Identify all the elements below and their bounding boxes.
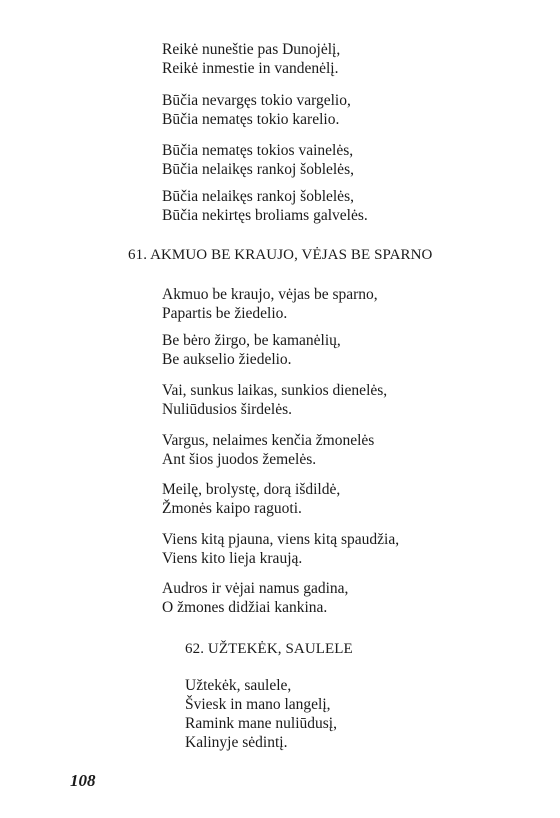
verse-line: Būčia nevargęs tokio vargelio, xyxy=(162,92,351,109)
verse-line: Būčia nematęs tokios vainelės, xyxy=(162,142,354,159)
stanza xyxy=(162,381,387,419)
verse-line: Būčia nelaikęs rankoj šoblelės, xyxy=(162,188,354,205)
verse-line: Audros ir vėjai namus gadina, xyxy=(162,580,349,597)
stanza xyxy=(162,530,399,568)
song-title: 61. AKMUO BE KRAUJO, VĖJAS BE SPARNO xyxy=(128,247,433,263)
stanza xyxy=(162,431,374,469)
verse-line: Reikė nuneštie pas Dunojėlį, xyxy=(162,41,341,58)
verse-line: O žmones didžiai kankina. xyxy=(162,599,328,616)
stanza xyxy=(162,91,351,129)
verse-line: Kalinyje sėdintį. xyxy=(185,734,288,751)
verse-line: Akmuo be kraujo, vėjas be sparno, xyxy=(162,286,378,303)
verse-line: Užtekėk, saulele, xyxy=(185,677,292,694)
verse-line: Nuliūdusios širdelės. xyxy=(162,401,293,418)
stanza xyxy=(162,480,340,518)
verse-line: Papartis be žiedelio. xyxy=(162,305,288,322)
verse-line: Reikė inmestie in vandenėlį. xyxy=(162,60,339,77)
verse-line: Meilę, brolystę, dorą išdildė, xyxy=(162,481,341,498)
verse-line: Būčia nekirtęs broliams galvelės. xyxy=(162,207,368,224)
stanza xyxy=(162,187,368,225)
verse-line: Žmonės kaipo raguoti. xyxy=(162,500,302,517)
page-number: 108 xyxy=(70,771,96,790)
stanza xyxy=(162,579,348,617)
stanza xyxy=(162,331,341,369)
stanza xyxy=(162,40,340,78)
verse-line: Ramink mane nuliūdusį, xyxy=(185,715,337,732)
verse-line: Viens kitą pjauna, viens kitą spaudžia, xyxy=(162,531,400,548)
verse-line: Būčia nematęs tokio karelio. xyxy=(162,111,340,128)
verse-line: Ant šios juodos žemelės. xyxy=(162,451,317,468)
song-title: 62. UŽTEKĖK, SAULELE xyxy=(185,641,353,657)
stanza xyxy=(162,285,378,323)
verse-line: Viens kito lieja kraują. xyxy=(162,550,303,567)
verse-line: Šviesk in mano langelį, xyxy=(185,696,331,713)
stanza xyxy=(162,141,354,179)
verse-line: Be aukselio žiedelio. xyxy=(162,351,292,368)
stanza xyxy=(185,676,337,752)
verse-line: Vai, sunkus laikas, sunkios dienelės, xyxy=(162,382,388,399)
verse-line: Vargus, nelaimes kenčia žmonelės xyxy=(162,432,375,449)
verse-line: Be bėro žirgo, be kamanėlių, xyxy=(162,332,341,349)
verse-line: Būčia nelaikęs rankoj šoblelės, xyxy=(162,161,354,178)
